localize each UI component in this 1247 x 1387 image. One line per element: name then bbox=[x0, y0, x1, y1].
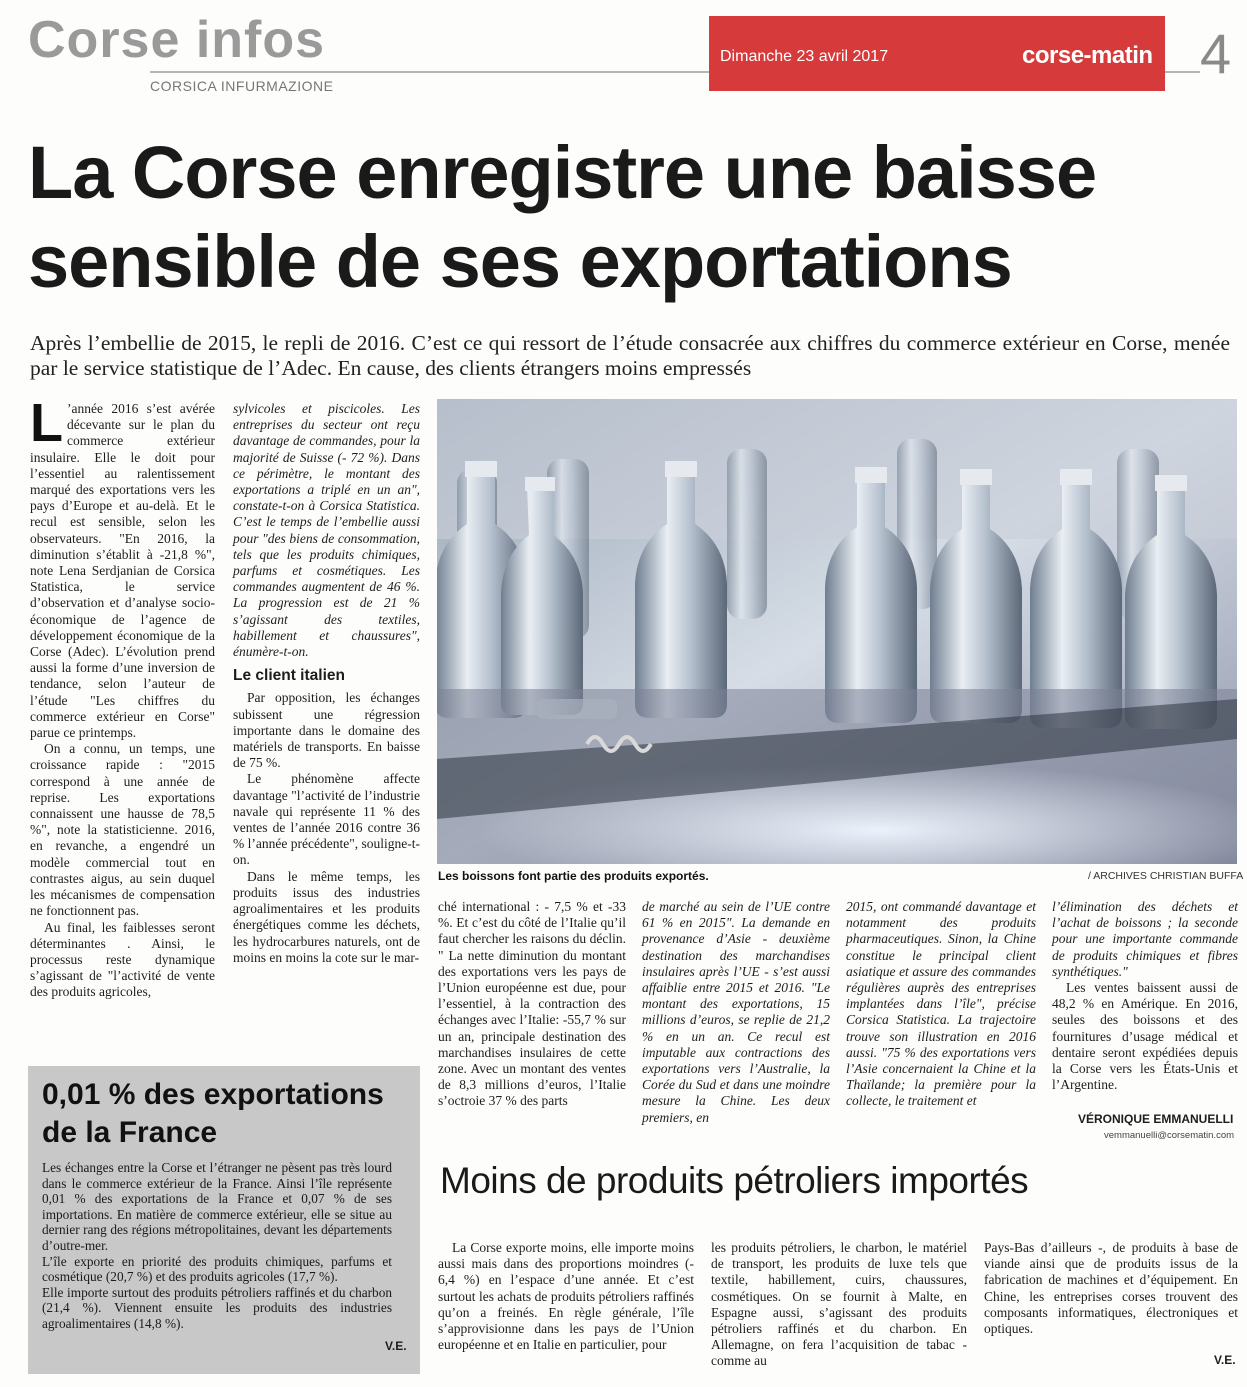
second-article-column-2 bbox=[711, 1240, 967, 1370]
paragraph: Les ventes baissent aussi de 48,2 % en Amérique. En 2016, seules des boissons et des fournitures d’usage médical et dentaire seront expédiées depuis la Corse vers les États-Unis et l’Argentine. bbox=[1052, 980, 1238, 1093]
paragraph: Les échanges entre la Corse et l’étranger ne pèsent pas très lourd dans le commerce extérieur de la France. Ainsi l’île représente 0,01 % des exportations de la France et 0,07 % de ses importations. En matière de commerce extérieur, elle se situe au dernier rang des régions métropolitaines, devant les départements d’outre-mer. bbox=[42, 1160, 392, 1253]
paragraph: ’année 2016 s’est avérée décevante sur le plan du commerce extérieur insulaire. Elle le doit pour l’essentiel au ralentissement marqué des exportations vers les pays d’Europe et au-delà. Et le recul est sensible, selon les observateurs. "En 2016, la diminution s’établit à -21,8 %", note Lena Serdjanian de Corsica Statistica, le service d’observation et d’analyse socio-économique de l’agence de développement économique de la Corse (Adec). L’évolution prend aussi la forme d’une inversion de tendance, selon l’auteur de l’étude "Les chiffres du commerce extérieur en Corse" parue ce printemps. bbox=[30, 401, 215, 741]
article-column-4 bbox=[642, 899, 830, 1126]
newspaper-brand: corse-matin bbox=[1022, 42, 1153, 69]
box-title bbox=[42, 1076, 412, 1152]
article-column-1 bbox=[30, 393, 215, 1001]
paragraph: Au final, les faiblesses seront déterminantes . Ainsi, le processus reste dynamique s’agissant de "l’activité de vente des produits agricoles, bbox=[30, 919, 215, 1000]
paragraph: Par opposition, les échanges subissent une régression importante dans le domaine des matériels de transports. En baisse de 75 %. bbox=[233, 690, 420, 771]
article-column-3 bbox=[438, 899, 626, 1110]
paragraph: Elle importe surtout des produits pétroliers raffinés et du charbon (21,4 %). Viennent ensuite les produits des industries agroalimentaires (14,8 %). bbox=[42, 1284, 392, 1331]
paragraph: 2015, ont commandé davantage et notamment des produits pharmaceutiques. Sinon, la Chine constitue le principal client asiatique et assure des commandes régulières auprès des entreprises implantées dans l’île", précise Corsica Statistica. La trajectoire trouve son illustration en 2016 aussi. "75 % des exportations vers l’Asie concernaient la Chine et la Thaïlande; la première pour la collecte, le traitement et bbox=[846, 899, 1036, 1109]
paragraph: La Corse exporte moins, elle importe moins aussi mais dans des proportions moindres (- 6,4 %) en l’espace d’une année. Et c’est surtout les achats de produits pétroliers raffinés qu’on a freinés. En règle générale, l’île s’approvisionne dans les pays de l’Union européenne et en Italie en particulier, pour bbox=[438, 1240, 694, 1353]
bottles-illustration bbox=[437, 399, 1237, 864]
paragraph: ché international : - 7,5 % et -33 %. Et c’est du côté de l’Italie qu’il faut chercher les raisons du déclin. " La nette diminution du montant des exportations vers les pays de l’Union européenne est due, pour l’essentiel, à la contraction des échanges avec l’Italie: -55,7 % sur un an, principale destination des marchandises insulaires de cette zone. Avec un montant des ventes de 8,3 millions d’euros, l’Italie s’octroie 37 % des parts bbox=[438, 899, 626, 1109]
second-article-column-3 bbox=[984, 1240, 1238, 1337]
box-signature: V.E. bbox=[385, 1339, 407, 1353]
second-article-column-1 bbox=[438, 1240, 694, 1353]
author-email[interactable]: vemmanuelli@corsematin.com bbox=[1104, 1130, 1235, 1141]
headline-line-1: La Corse enregistre une baisse bbox=[28, 131, 1097, 214]
paragraph: Pays-Bas d’ailleurs -, de produits à base de viande ainsi que de produits issus de la fabrication de machines et d’équipement. En Chine, les entreprises corses trouvent des composants informatiques, électroniques et optiques. bbox=[984, 1240, 1238, 1337]
article-standfirst: Après l’embellie de 2015, le repli de 2016. C’est ce qui ressort de l’étude consacrée aux chiffres du commerce extérieur en Corse, menée par le service statistique de l’Adec. En cause, des clients étrangers moins empressés bbox=[30, 331, 1230, 380]
paragraph: On a connu, un temps, une croissance rapide : "2015 correspond à une année de reprise. Les exportations connaissent une hausse de 78,5 %", note la statisticienne. 2016, en revanche, a engendré un modèle commercial tout en contrastes aigus, au sein duquel les mécanismes de compensation ne fonctionnent pas. bbox=[30, 741, 215, 919]
paragraph: Dans le même temps, les produits issus des industries agroalimentaires et les produits énergétiques comme les déchets, les hydrocarbures naturels, ont de moins en moins la cote sur le mar- bbox=[233, 868, 420, 965]
drop-cap: L bbox=[30, 393, 63, 453]
box-title-line-1: 0,01 % des exportations bbox=[42, 1078, 384, 1111]
headline-line-2: sensible de ses exportations bbox=[28, 220, 1012, 303]
box-title-line-2: de la France bbox=[42, 1116, 218, 1149]
photo-credit: / ARCHIVES CHRISTIAN BUFFA bbox=[1088, 870, 1244, 882]
section-rubric-subtitle: CORSICA INFURMAZIONE bbox=[150, 78, 334, 94]
second-article-headline: Moins de produits pétroliers importés bbox=[440, 1160, 1029, 1201]
author-signature: VÉRONIQUE EMMANUELLI bbox=[1078, 1112, 1234, 1126]
box-body bbox=[42, 1160, 392, 1332]
article-column-2 bbox=[233, 401, 420, 966]
paragraph: L’île exporte en priorité des produits chimiques, parfums et cosmétique (20,7 %) et des produits agricoles (17,7 %). bbox=[42, 1253, 392, 1285]
paragraph: les produits pétroliers, le charbon, le matériel de transport, les produits de luxe tels que textile, habillement, cuirs, chaussures, cosmétiques. On se fournit à Malte, en Espagne aussi, s’agissant des produits pétroliers raffinés et du charbon. En Allemagne, on fera l’acquisition de tabac - comme au bbox=[711, 1240, 967, 1369]
photo-caption: Les boissons font partie des produits exportés. bbox=[438, 869, 709, 883]
article-column-6 bbox=[1052, 899, 1238, 1093]
article-column-5 bbox=[846, 899, 1036, 1110]
paragraph: de marché au sein de l’UE contre 61 % en 2015". La demande en provenance d’Asie - deuxième destination des marchandises insulaires après l’UE - s’est aussi affaiblie entre 2015 et 2016. "Le montant des exportations, 15 millions d’euros, se replie de 21,2 % en un an. Ce recul est imputable aux contractions des exportations vers l’Australie, la Corée du Sud et dans une moindre mesure la Chine. Les deux premiers, en bbox=[642, 899, 830, 1125]
paragraph: l’élimination des déchets et l’achat de boissons ; la seconde pour une importante commande de produits chimiques et fibres synthétiques." bbox=[1052, 899, 1238, 979]
article-headline bbox=[28, 128, 1228, 306]
issue-date: Dimanche 23 avril 2017 bbox=[720, 48, 889, 65]
paragraph: Le phénomène affecte davantage "l’activité de l’industrie navale qui représente 11 % des ventes de l’année 2016 contre 36 % l’année précédente", souligne-t-on. bbox=[233, 771, 420, 868]
page-number: 4 bbox=[1200, 22, 1232, 85]
section-rubric: Corse infos bbox=[28, 11, 326, 69]
paragraph: sylvicoles et piscicoles. Les entreprises du secteur ont reçu davantage de commandes, pour la majorité de Suisse (- 72 %). Dans ce périmètre, le montant des exportations a triplé en un an", constate-t-on à Corsica Statistica. C’est le temps de l’embellie aussi pour "des biens de consommation, tels que les produits chimiques, parfums et cosmétiques. Les commandes augmentent de 46 %. La progression est de 21 % s’agissant des textiles, habillement et chaussures", énumère-t-on. bbox=[233, 401, 420, 660]
second-article-signature: V.E. bbox=[1214, 1353, 1236, 1367]
bottles-photo bbox=[437, 399, 1237, 864]
article-subheading: Le client italien bbox=[233, 667, 345, 685]
